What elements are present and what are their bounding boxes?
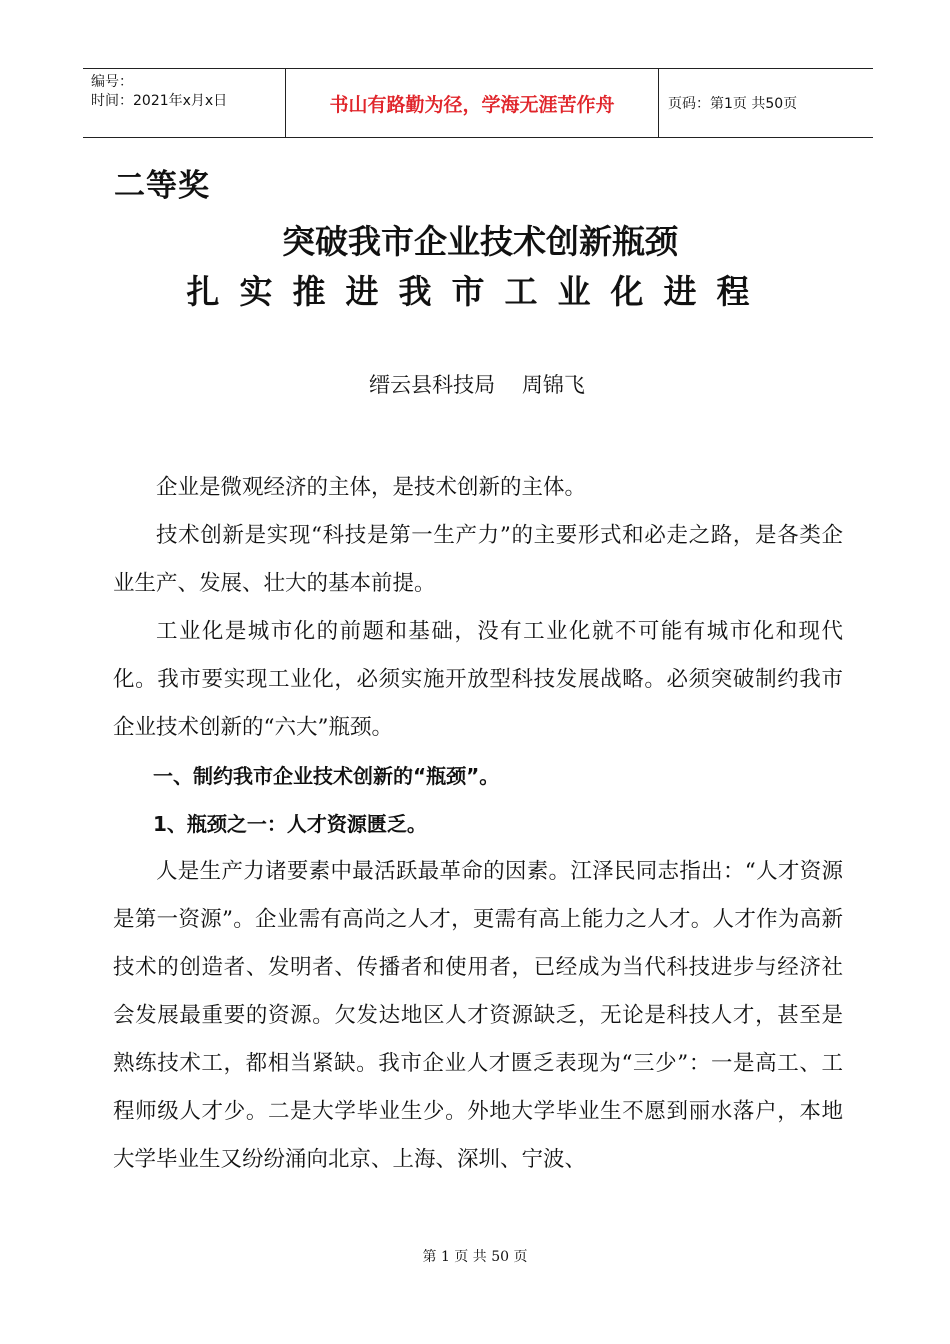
paragraph: 工业化是城市化的前题和基础，没有工业化就不可能有城市化和现代化。我市要实现工业化，必须实施开放型科技发展战略。必须突破制约我市企业技术创新的“六大”瓶颈。 xyxy=(113,619,843,740)
page-header xyxy=(83,68,873,138)
header-page-info: 页码：第1页 共50页 xyxy=(668,96,798,112)
paragraph: 企业是微观经济的主体，是技术创新的主体。 xyxy=(156,475,587,500)
header-motto: 书山有路勤为径，学海无涯苦作舟 xyxy=(285,69,659,137)
paragraph: 人是生产力诸要素中最活跃最革命的因素。江泽民同志指出：“人才资源是第一资源”。企业需有高尚之人才，更需有高上能力之人才。人才作为高新技术的创造者、发明者、传播者和使用者，已经成为当代科技进步与经济社会发展最重要的资源。欠发达地区人才资源缺乏，无论是科技人才，甚至是熟练技术工，都相当紧缺。我市企业人才匮乏表现为“三少”：一是高工、工程师级人才少。二是大学毕业生少。外地大学毕业生不愿到丽水落户，本地大学毕业生又纷纷涌向北京、上海、深圳、宁波、 xyxy=(113,859,843,1172)
page-footer: 第 1 页 共 50 页 xyxy=(422,1249,528,1265)
title-line-2: 扎实推进我市工业化进程 xyxy=(186,272,770,311)
author-line: 缙云县科技局 周锦飞 xyxy=(369,373,585,397)
title-line-1: 突破我市企业技术创新瓶颈 xyxy=(282,222,678,261)
document-body xyxy=(113,464,843,1184)
number-label: 编号： xyxy=(91,74,133,90)
paragraph: 技术创新是实现“科技是第一生产力”的主要形式和必走之路，是各类企业生产、发展、壮大的基本前提。 xyxy=(113,523,843,596)
award-heading: 二等奖 xyxy=(114,168,210,204)
time-label: 时间：2021年x月x日 xyxy=(91,93,228,109)
header-meta xyxy=(83,69,285,137)
subsection-heading: 1、瓶颈之一：人才资源匮乏。 xyxy=(153,812,427,836)
section-heading: 一、制约我市企业技术创新的“瓶颈”。 xyxy=(153,764,500,788)
